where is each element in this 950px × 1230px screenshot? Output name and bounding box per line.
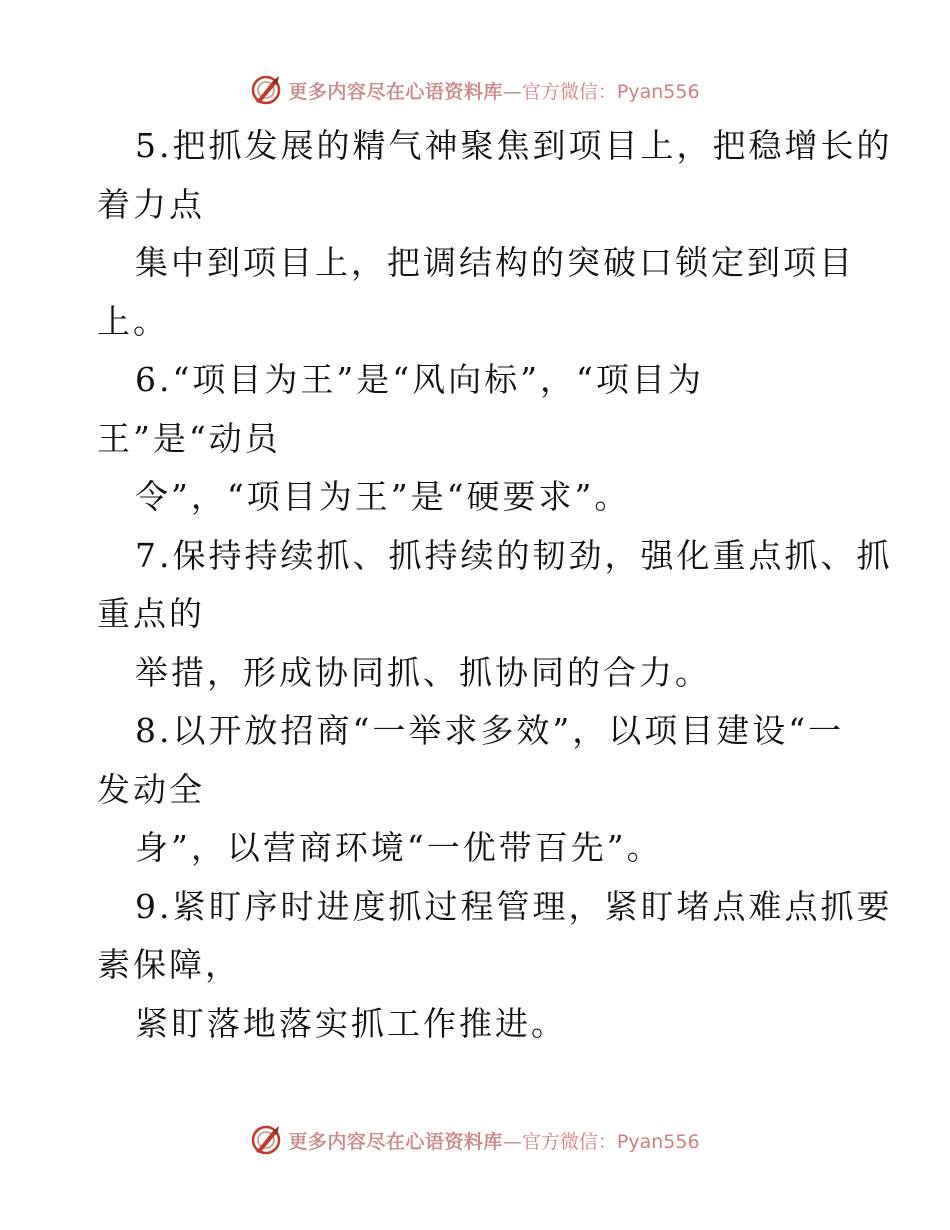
body-line: 令”，“项目为王”是“硬要求”。 [135,477,631,516]
banner-sub-text: —官方微信：Pyan556 [502,80,700,103]
quill-logo-icon [250,74,282,106]
body-line: 9.紧盯序时进度抓过程管理，紧盯堵点难点抓要 [135,886,893,926]
body-line: 紧盯落地落实抓工作推进。 [135,1003,567,1043]
body-line: 8.以开放招商“一举求多效”，以项目建设“一 [135,711,845,750]
body-line: 着力点 [97,184,205,224]
document-body [97,117,893,1053]
body-line: 集中到项目上，把调结构的突破口锁定到项目 [135,243,855,282]
footer-banner [0,1120,950,1160]
body-line: 6.“项目为王”是“风向标”，“项目为 [135,360,704,399]
banner-main-text: 更多内容尽在心语资料库 [288,1130,503,1153]
quill-logo-icon [250,1124,282,1156]
body-line: 身”，以营商环境“一优带百先”。 [135,828,663,867]
banner-main-text: 更多内容尽在心语资料库 [288,80,503,103]
body-line: 素保障， [97,945,241,984]
body-line: 王”是“动员 [97,418,281,458]
banner-sub-text: —官方微信：Pyan556 [502,1130,700,1153]
header-banner [0,70,950,110]
body-line: 7.保持持续抓、抓持续的韧劲，强化重点抓、抓 [135,535,893,575]
body-line: 发动全 [97,769,205,809]
body-line: 举措，形成协同抓、抓协同的合力。 [135,652,711,692]
body-line: 重点的 [97,594,205,633]
body-line: 5.把抓发展的精气神聚焦到项目上，把稳增长的 [135,126,893,165]
body-line: 上。 [97,301,169,341]
